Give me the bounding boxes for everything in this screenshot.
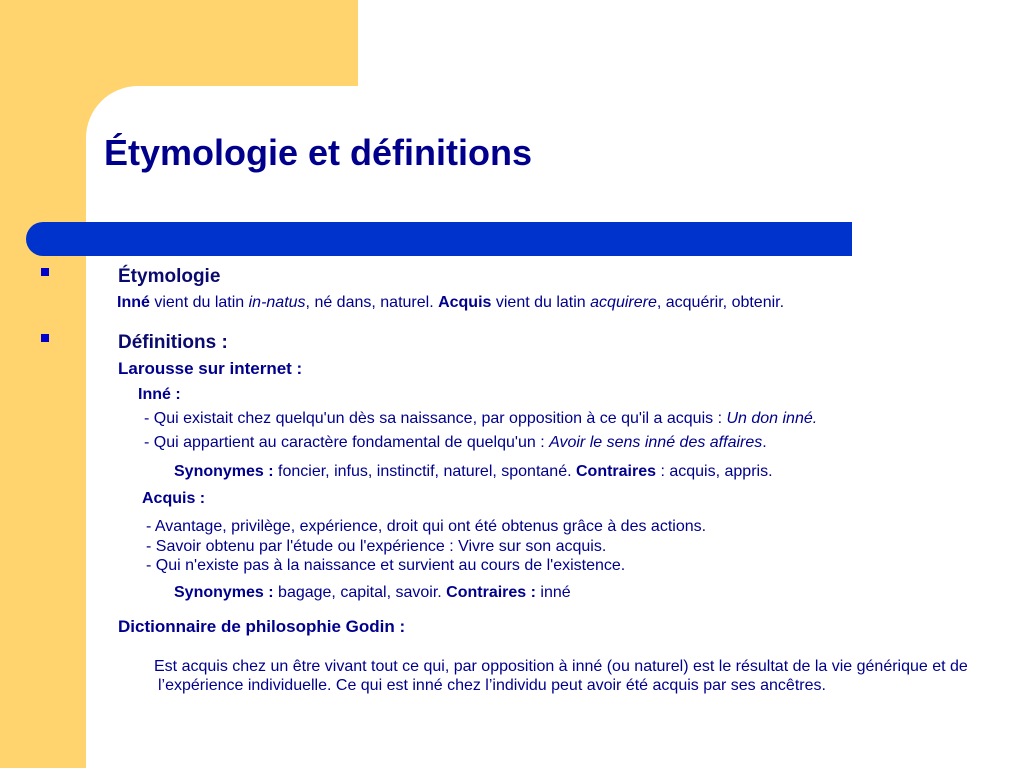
inne-def-2-example: Avoir le sens inné des affaires	[549, 434, 763, 451]
inne-syn-values: foncier, infus, instinctif, naturel, spontané.	[273, 463, 576, 480]
acquis-text-1: vient du latin	[491, 294, 591, 311]
godin-paragraph: Est acquis chez un être vivant tout ce qui, par opposition à inné (ou naturel) est le résultat de la vie générique et de l’expérience individuelle. Ce qui est inné chez l’individu peut avoir été acquis par ses ancêtres.	[154, 658, 968, 694]
larousse-acquis-synonyms	[174, 584, 571, 602]
godin-heading: Dictionnaire de philosophie Godin :	[118, 617, 406, 636]
inne-syn-label: Synonymes :	[174, 463, 274, 480]
acquis-syn-label: Synonymes :	[174, 584, 274, 601]
inne-text-2: , né dans, naturel.	[305, 294, 439, 311]
inne-contr-values: : acquis, appris.	[656, 463, 773, 480]
larousse-acquis-def-2: - Savoir obtenu par l'étude ou l'expérience : Vivre sur son acquis.	[146, 538, 607, 555]
larousse-inne-def-2	[144, 434, 767, 452]
larousse-inne-synonyms	[174, 463, 773, 481]
etymologie-heading: Étymologie	[118, 266, 221, 287]
slide-title: Étymologie et définitions	[104, 132, 533, 173]
larousse-inne-heading: Inné :	[138, 386, 181, 403]
larousse-inne-def-1	[144, 410, 817, 428]
acquis-contr-values: inné	[535, 584, 571, 601]
acquis-contr-label: Contraires :	[446, 584, 536, 601]
inne-text-1: vient du latin	[149, 294, 249, 311]
etymologie-line	[117, 294, 784, 312]
acquis-word: Acquis	[438, 294, 492, 311]
inne-def-1-text: - Qui existait chez quelqu'un dès sa naissance, par opposition à ce qu'il a acquis :	[144, 410, 727, 427]
inne-latin: in-natus	[248, 294, 306, 311]
acquis-latin: acquirere	[590, 294, 657, 311]
larousse-heading: Larousse sur internet :	[118, 359, 303, 378]
inne-word: Inné	[117, 294, 150, 311]
bullet-square-icon	[41, 268, 49, 276]
definitions-heading: Définitions :	[118, 332, 228, 353]
acquis-text-2: , acquérir, obtenir.	[656, 294, 785, 311]
larousse-acquis-def-1: - Avantage, privilège, expérience, droit qui ont été obtenus grâce à des actions.	[146, 518, 707, 535]
acquis-syn-values: bagage, capital, savoir.	[273, 584, 447, 601]
inne-contr-label: Contraires	[575, 463, 657, 480]
title-underline-bar	[26, 222, 852, 256]
larousse-acquis-def-3: - Qui n'existe pas à la naissance et survient au cours de l'existence.	[146, 557, 626, 574]
inne-def-2-text: - Qui appartient au caractère fondamental de quelqu'un :	[144, 434, 550, 451]
inne-def-1-example: Un don inné.	[726, 410, 818, 427]
inne-def-2-end: .	[762, 434, 767, 451]
bullet-square-icon	[41, 334, 49, 342]
larousse-acquis-heading: Acquis :	[142, 490, 206, 507]
